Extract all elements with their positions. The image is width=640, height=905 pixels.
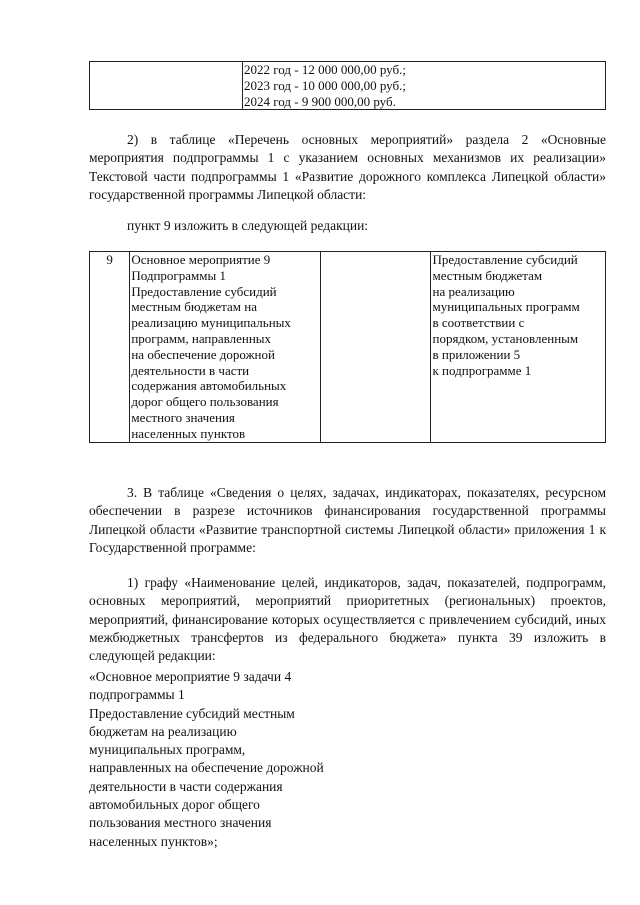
measure-name-line: реализацию муниципальных	[131, 315, 291, 331]
mechanism-cell	[431, 252, 606, 443]
mechanism-line: в соответствии с	[432, 315, 525, 331]
measure-name-cell	[130, 252, 320, 443]
new-wording-line: населенных пунктов»;	[89, 833, 218, 849]
paragraph-2-text: 2) в таблице «Перечень основных мероприятий» раздела 2 «Основные мероприятия подпрограммы 1 с указанием основных механизмов их реализации» Текстовой части подпрограммы 1 «Развитие дорожного комплекса Липецкой области» государственной программы Липецкой области:	[89, 132, 606, 202]
table-cell-empty	[320, 252, 431, 443]
measure-name-line: населенных пунктов	[131, 425, 246, 441]
funding-line-2023: 2023 год - 10 000 000,00 руб.;	[244, 77, 406, 93]
table-cell-funding-years	[243, 62, 606, 110]
measure-name-line: дорог общего пользования	[131, 394, 279, 410]
mechanism-line: местным бюджетам	[432, 267, 543, 283]
new-wording-line: «Основное мероприятие 9 задачи 4	[89, 669, 292, 684]
new-wording-line: муниципальных программ,	[89, 742, 246, 758]
paragraph-3-1-text: 1) графу «Наименование целей, индикаторов, задач, показателей, подпрограмм, основных мероприятий, мероприятий приоритетных (региональных) проектов, мероприятий, финансирование которых осуществляется с привлечением субсидий, иных межбюджетных трансфертов из федерального бюджета» пункта 39 изложить в следующей редакции:	[89, 575, 606, 664]
measure-name-line: Предоставление субсидий	[131, 283, 277, 299]
funding-line-2022: 2022 год - 12 000 000,00 руб.;	[244, 62, 406, 77]
measure-name-line: Подпрограммы 1	[131, 267, 226, 283]
paragraph-3	[89, 484, 606, 557]
paragraph-point-9-intro	[89, 217, 606, 235]
paragraph-point-9-text: пункт 9 изложить в следующей редакции:	[127, 218, 369, 233]
measure-name-line: Основное мероприятие 9	[131, 252, 271, 267]
row-number-cell: 9	[90, 252, 130, 443]
new-wording-block	[89, 668, 324, 851]
paragraph-2	[89, 131, 606, 204]
table-row	[90, 62, 606, 110]
measure-name-line: на обеспечение дорожной	[131, 346, 275, 362]
measure-name-line: программ, направленных	[131, 330, 272, 346]
paragraph-3-1	[89, 574, 606, 665]
mechanism-line: на реализацию	[432, 283, 515, 299]
new-wording-line: пользования местного значения	[89, 815, 272, 831]
measure-name-line: деятельности в части	[131, 362, 250, 378]
funding-table-fragment	[89, 61, 606, 110]
mechanism-line: муниципальных программ	[432, 299, 580, 315]
mechanism-line: Предоставление субсидий	[432, 252, 578, 267]
paragraph-3-text: 3. В таблице «Сведения о целях, задачах, индикаторах, показателях, ресурсном обеспечении в разрезе источников финансирования государственной программы Липецкой области «Развитие транспортной системы Липецкой области» приложения 1 к Государственной программе:	[89, 485, 606, 555]
measure-name-line: содержания автомобильных	[131, 378, 287, 394]
table-row	[90, 252, 606, 443]
new-wording-line: Предоставление субсидий местным	[89, 705, 295, 721]
measure-name-line: местным бюджетам на	[131, 299, 257, 315]
measures-table-point-9	[89, 251, 606, 443]
mechanism-line: порядком, установленным	[432, 330, 579, 346]
mechanism-line: к подпрограмме 1	[432, 362, 532, 378]
table-cell-empty	[90, 62, 243, 110]
mechanism-line: в приложении 5	[432, 346, 521, 362]
new-wording-line: подпрограммы 1	[89, 687, 185, 703]
new-wording-line: направленных на обеспечение дорожной	[89, 760, 324, 776]
new-wording-line: автомобильных дорог общего	[89, 797, 260, 813]
new-wording-line: деятельности в части содержания	[89, 778, 283, 794]
new-wording-line: бюджетам на реализацию	[89, 723, 237, 739]
funding-line-2024: 2024 год - 9 900 000,00 руб.	[244, 93, 396, 109]
measure-name-line: местного значения	[131, 409, 235, 425]
